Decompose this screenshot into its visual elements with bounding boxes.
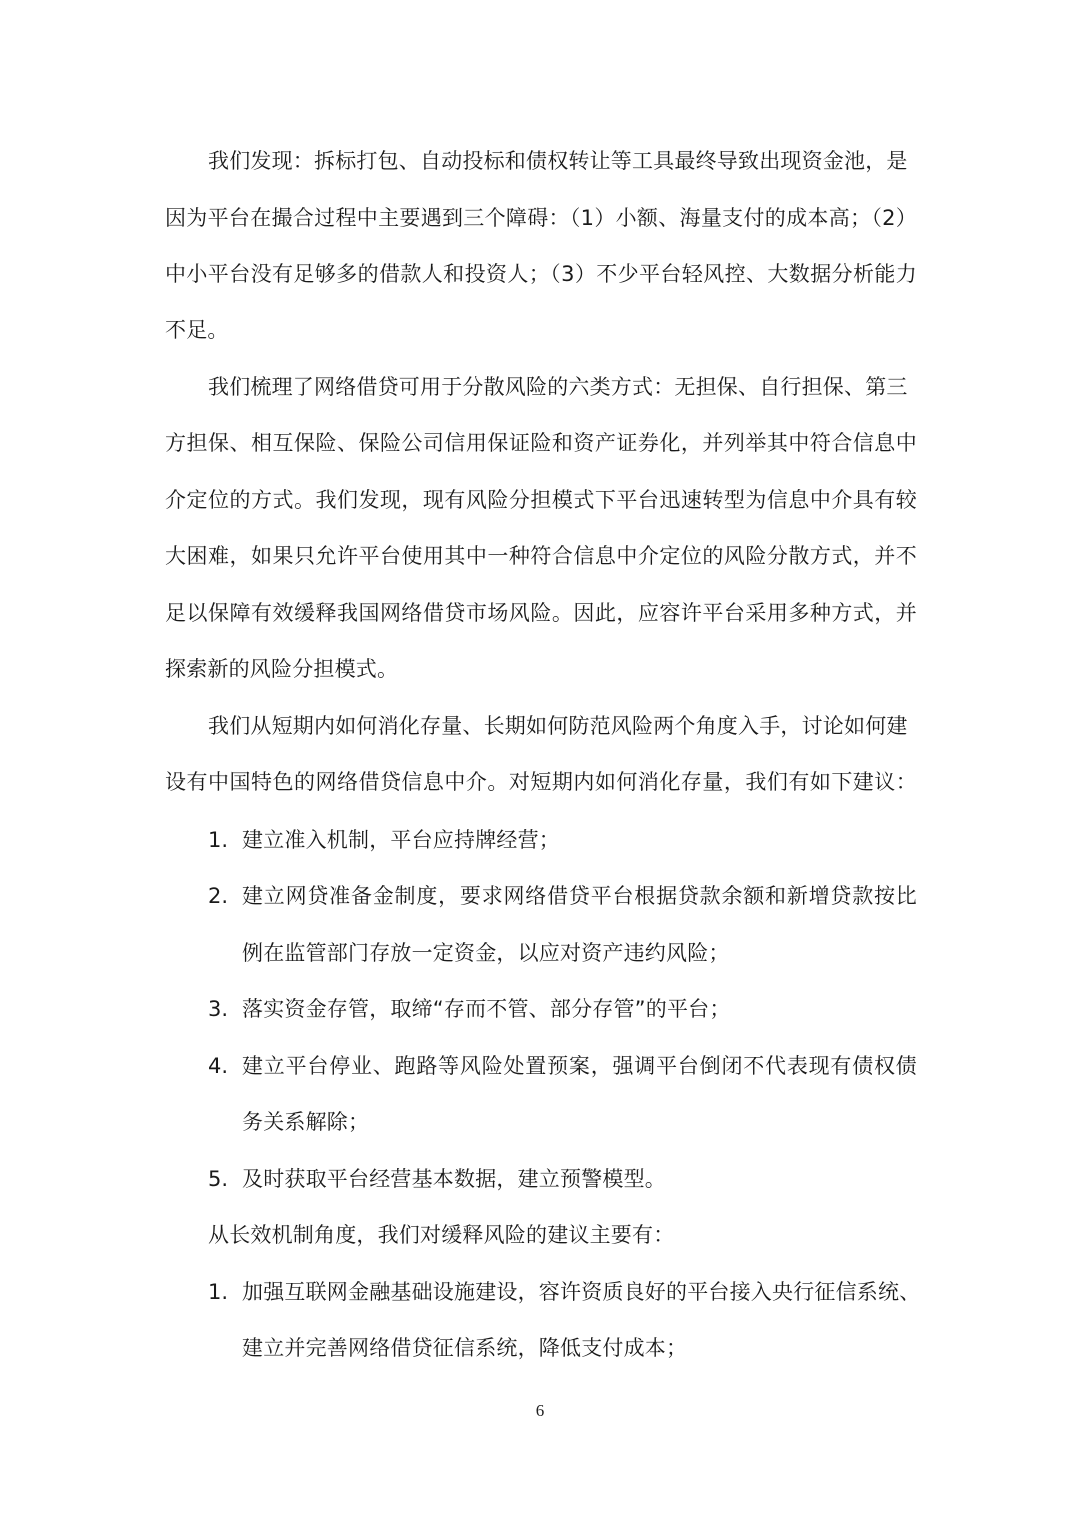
list-item-text: 加强互联网金融基础设施建设，容许资质良好的平台接入央行征信系统、 — [242, 1280, 921, 1304]
paragraph-line: 介定位的方式。我们发现，现有风险分担模式下平台迅速转型为信息中介具有较 — [165, 488, 917, 512]
paragraph-line: 足以保障有效缓释我国网络借贷市场风险。因此，应容许平台采用多种方式，并 — [165, 601, 917, 625]
list-item-number: 1. — [208, 828, 229, 852]
list-item-number: 1. — [208, 1280, 229, 1304]
list-item-number: 5. — [208, 1167, 229, 1191]
paragraph-line: 我们梳理了网络借贷可用于分散风险的六类方式：无担保、自行担保、第三 — [208, 375, 908, 399]
paragraph-line: 方担保、相互保险、保险公司信用保证险和资产证券化，并列举其中符合信息中 — [165, 431, 917, 455]
list-item-text: 务关系解除； — [242, 1110, 370, 1134]
paragraph-line: 因为平台在撮合过程中主要遇到三个障碍：（1）小额、海量支付的成本高；（2） — [165, 206, 917, 230]
list-item-text: 落实资金存管，取缔“存而不管、部分存管”的平台； — [242, 997, 731, 1021]
list-item-text: 建立并完善网络借贷征信系统，降低支付成本； — [242, 1336, 688, 1360]
paragraph-line: 设有中国特色的网络借贷信息中介。对短期内如何消化存量，我们有如下建议： — [165, 770, 917, 794]
paragraph-line: 大困难，如果只允许平台使用其中一种符合信息中介定位的风险分散方式，并不 — [165, 544, 917, 568]
paragraph-line: 我们发现：拆标打包、自动投标和债权转让等工具最终导致出现资金池，是 — [208, 149, 908, 173]
list-item-text: 建立平台停业、跑路等风险处置预案，强调平台倒闭不代表现有债权债 — [242, 1054, 917, 1078]
paragraph-line: 不足。 — [165, 318, 229, 342]
list-item-text: 建立网贷准备金制度，要求网络借贷平台根据贷款余额和新增贷款按比 — [242, 884, 917, 908]
paragraph-line: 我们从短期内如何消化存量、长期如何防范风险两个角度入手，讨论如何建 — [208, 714, 908, 738]
list-item-number: 3. — [208, 997, 229, 1021]
list-item-number: 2. — [208, 884, 229, 908]
paragraph-line: 中小平台没有足够多的借款人和投资人；（3）不少平台轻风控、大数据分析能力 — [165, 262, 917, 286]
list-item-text: 及时获取平台经营基本数据，建立预警模型。 — [242, 1167, 666, 1191]
list-item-text: 例在监管部门存放一定资金，以应对资产违约风险； — [242, 941, 730, 965]
list-item-text: 建立准入机制，平台应持牌经营； — [242, 828, 560, 852]
page-number: 6 — [535, 1401, 545, 1420]
long-term-intro: 从长效机制角度，我们对缓释风险的建议主要有： — [208, 1223, 675, 1247]
paragraph-line: 探索新的风险分担模式。 — [165, 657, 399, 681]
list-item-number: 4. — [208, 1054, 229, 1078]
